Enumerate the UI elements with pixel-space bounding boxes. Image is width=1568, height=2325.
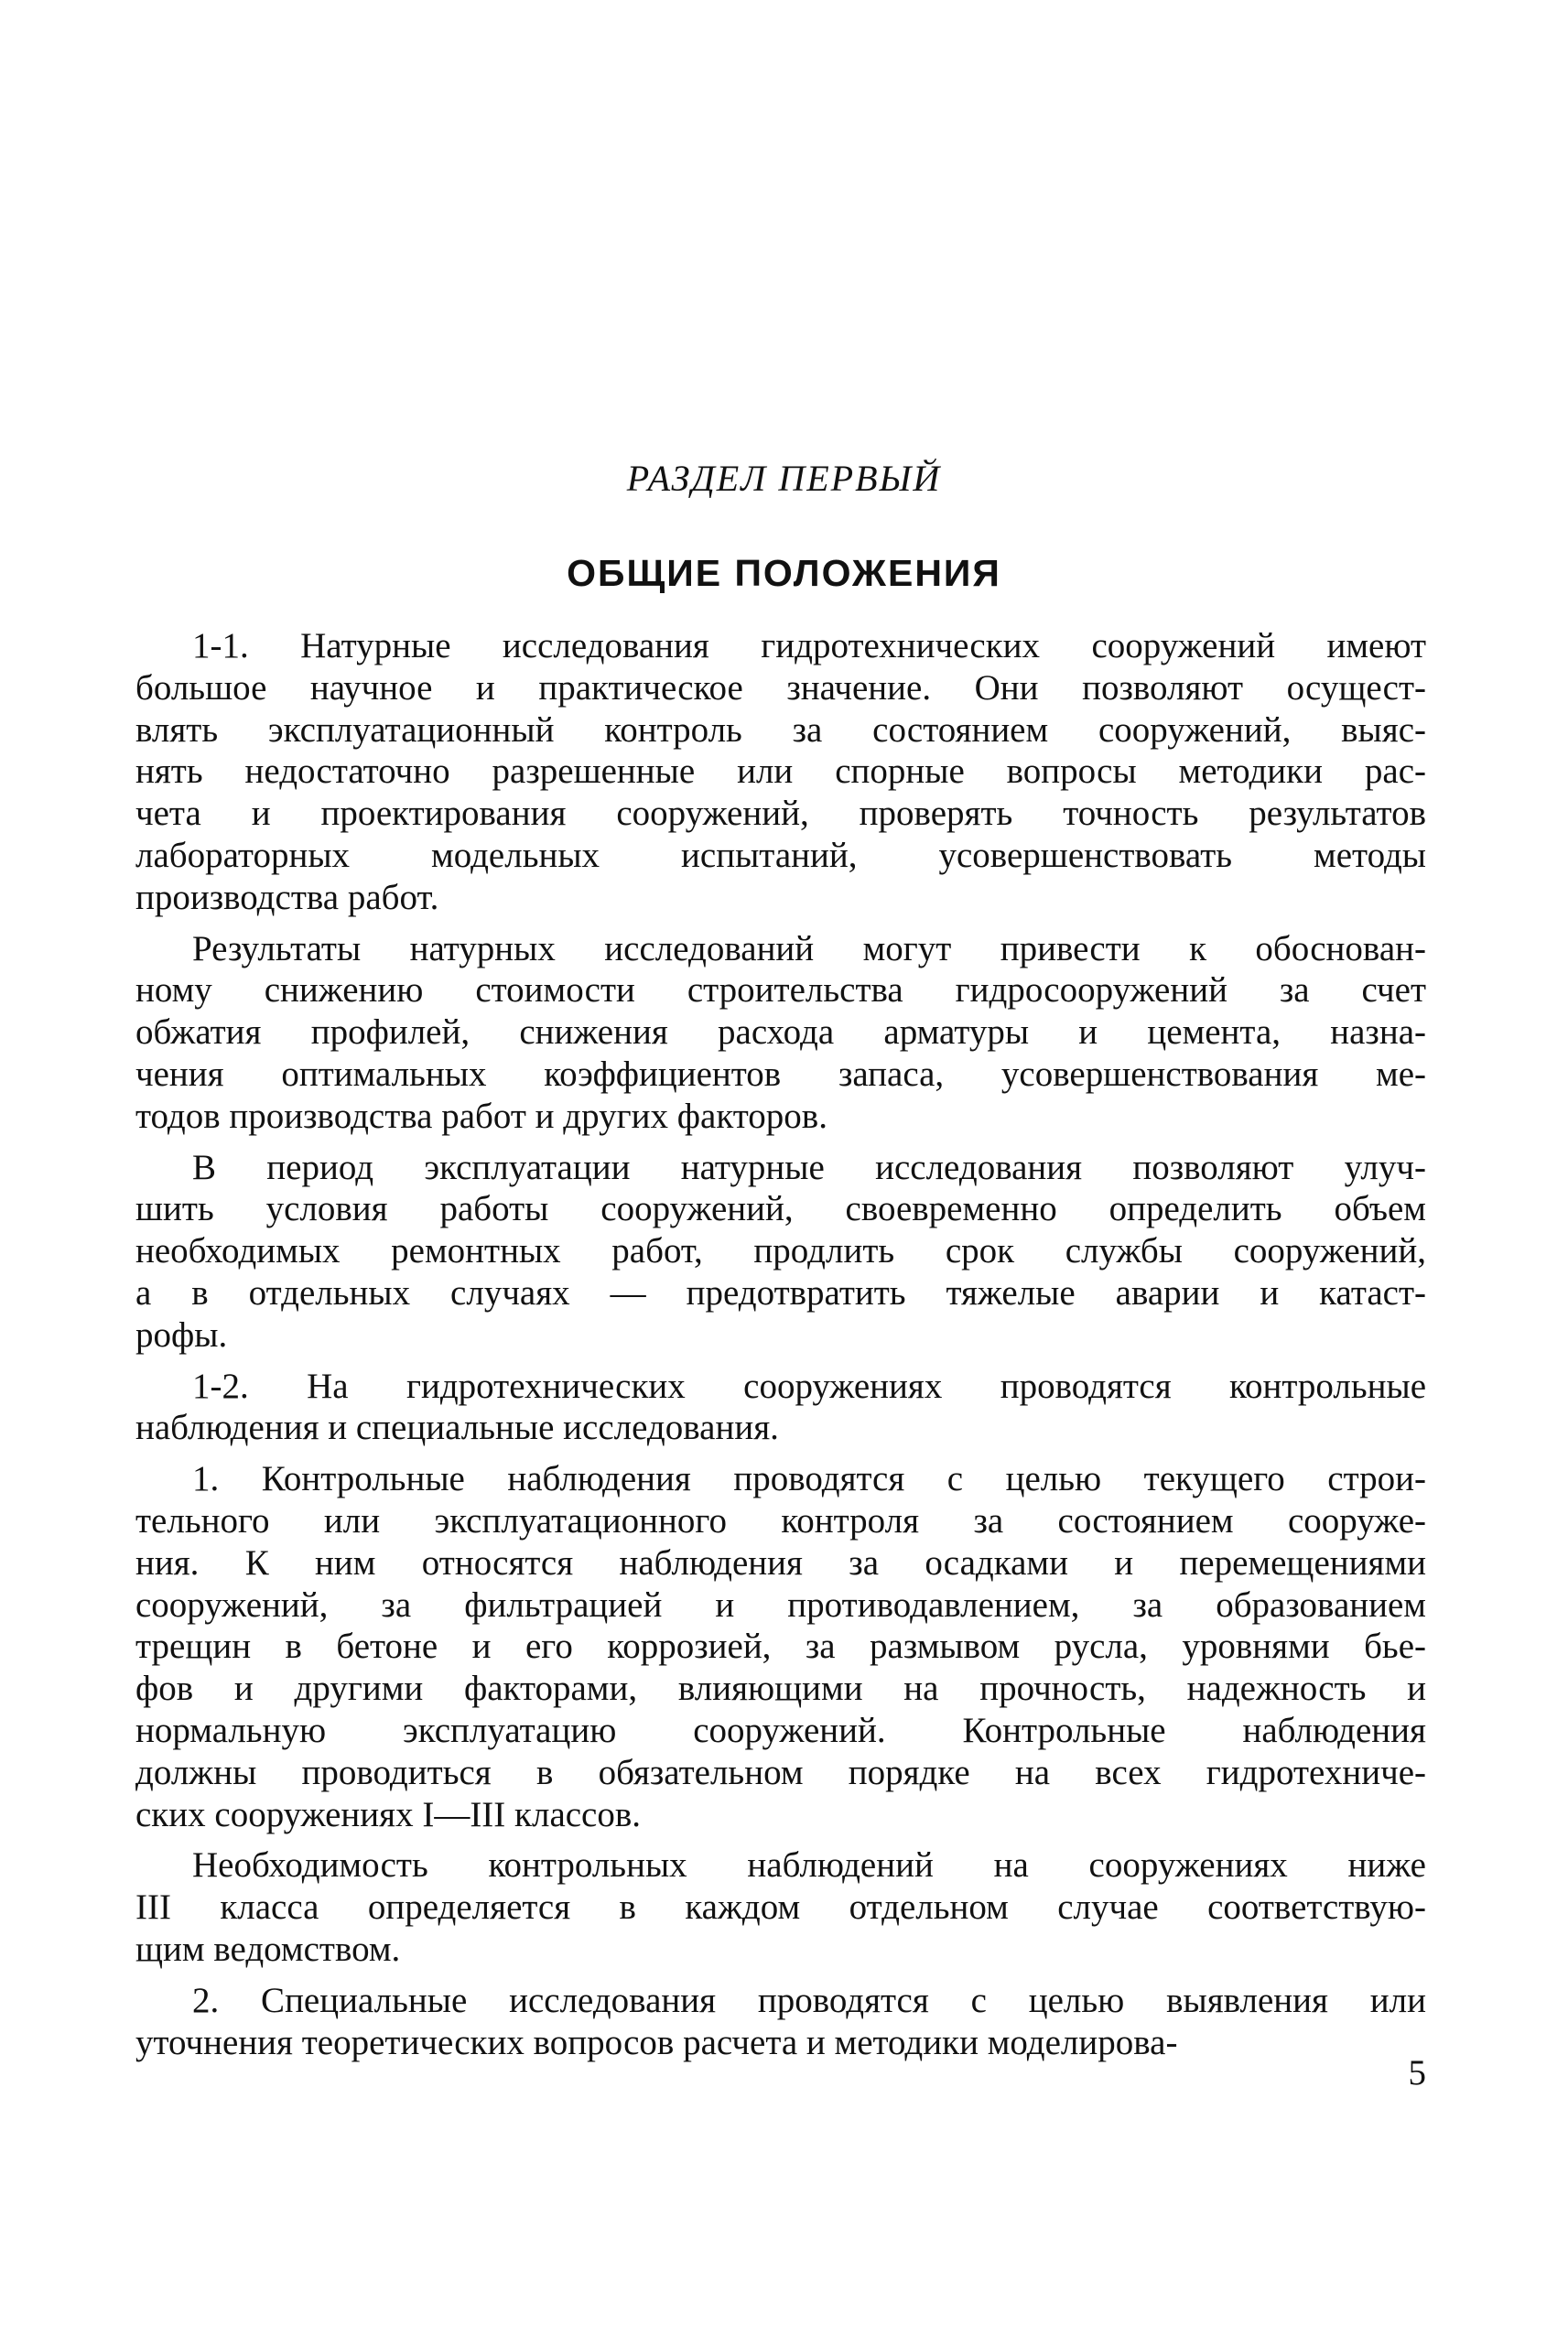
text-line: 2. Специальные исследования проводятся с целью выявления или [192, 1980, 1426, 2020]
body-text [135, 625, 1426, 2063]
text-line: уточнения теоретических вопросов расчета и методики моделирова- [135, 2022, 1178, 2062]
text-line: нормальную эксплуатацию сооружений. Контрольные наблюдения [135, 1710, 1426, 1750]
text-line: Результаты натурных исследований могут привести к обоснован- [192, 928, 1426, 968]
paragraph [135, 625, 1426, 919]
page-number: 5 [1408, 2053, 1426, 2092]
text-line: производства работ. [135, 877, 439, 917]
text-line: обжатия профилей, снижения расхода арматуры и цемента, назна- [135, 1012, 1426, 1053]
section-label: РАЗДЕЛ ПЕРВЫЙ [626, 458, 942, 499]
text-line: наблюдения и специальные исследования. [135, 1408, 779, 1448]
paragraph-gap [135, 1449, 1426, 1458]
text-line: III класса определяется в каждом отдельном случае соответствую- [135, 1887, 1426, 1928]
text-line: нять недостаточно разрешенные или спорные вопросы методики рас- [135, 752, 1426, 792]
paragraph [135, 1366, 1426, 1450]
paragraph-gap [135, 1138, 1426, 1147]
text-line: ному снижению стоимости строительства гидросооружений за счет [135, 970, 1426, 1011]
text-line: ских сооружениях I—III классов. [135, 1794, 642, 1834]
text-line: фов и другими факторами, влияющими на прочность, надежность и [135, 1669, 1426, 1709]
text-line: влять эксплуатационный контроль за состоянием сооружений, выяс- [135, 709, 1426, 750]
paragraph-gap [135, 1357, 1426, 1366]
text-line: чета и проектирования сооружений, проверять точность результатов [135, 794, 1426, 834]
text-line: 1. Контрольные наблюдения проводятся с целью текущего строи- [192, 1459, 1426, 1499]
paragraph [135, 1980, 1426, 2064]
text-line: лабораторных модельных испытаний, усовершенствовать методы [135, 835, 1426, 875]
text-line: Необходимость контрольных наблюдений на сооружениях ниже [192, 1845, 1426, 1886]
paragraph [135, 928, 1426, 1138]
text-line: трещин в бетоне и его коррозией, за размывом русла, уровнями бье- [135, 1627, 1426, 1667]
text-line: сооружений, за фильтрацией и противодавлением, за образованием [135, 1584, 1426, 1625]
text-line: необходимых ремонтных работ, продлить срок службы сооружений, [135, 1231, 1426, 1271]
text-line: щим ведомством. [135, 1929, 401, 1969]
text-line: 1-1. Натурные исследования гидротехнических сооружений имеют [192, 626, 1426, 665]
text-line: чения оптимальных коэффициентов запаса, усовершенствования ме- [135, 1054, 1426, 1094]
paragraph [135, 1458, 1426, 1835]
text-line: большое научное и практическое значение. Они позволяют осущест- [135, 667, 1426, 708]
paragraph-gap [135, 919, 1426, 928]
text-line: шить условия работы сооружений, своевременно определить объем [135, 1189, 1426, 1229]
paragraph-gap [135, 1835, 1426, 1844]
text-line: а в отдельных случаях — предотвратить тяжелые аварии и катаст- [135, 1272, 1426, 1313]
section-title: ОБЩИЕ ПОЛОЖЕНИЯ [567, 552, 1001, 594]
text-line: В период эксплуатации натурные исследования позволяют улуч- [192, 1147, 1426, 1187]
text-line: ния. К ним относятся наблюдения за осадками и перемещениями [135, 1542, 1426, 1583]
paragraph [135, 1844, 1426, 1970]
paragraph-gap [135, 1971, 1426, 1980]
text-line: тодов производства работ и других факторов. [135, 1096, 827, 1136]
paragraph [135, 1147, 1426, 1357]
text-line: тельного или эксплуатационного контроля за состоянием сооруже- [135, 1500, 1426, 1541]
text-line: должны проводиться в обязательном порядке на всех гидротехниче- [135, 1752, 1426, 1792]
text-line: 1-2. На гидротехнических сооружениях проводятся контрольные [192, 1366, 1426, 1406]
text-line: рофы. [135, 1314, 228, 1355]
